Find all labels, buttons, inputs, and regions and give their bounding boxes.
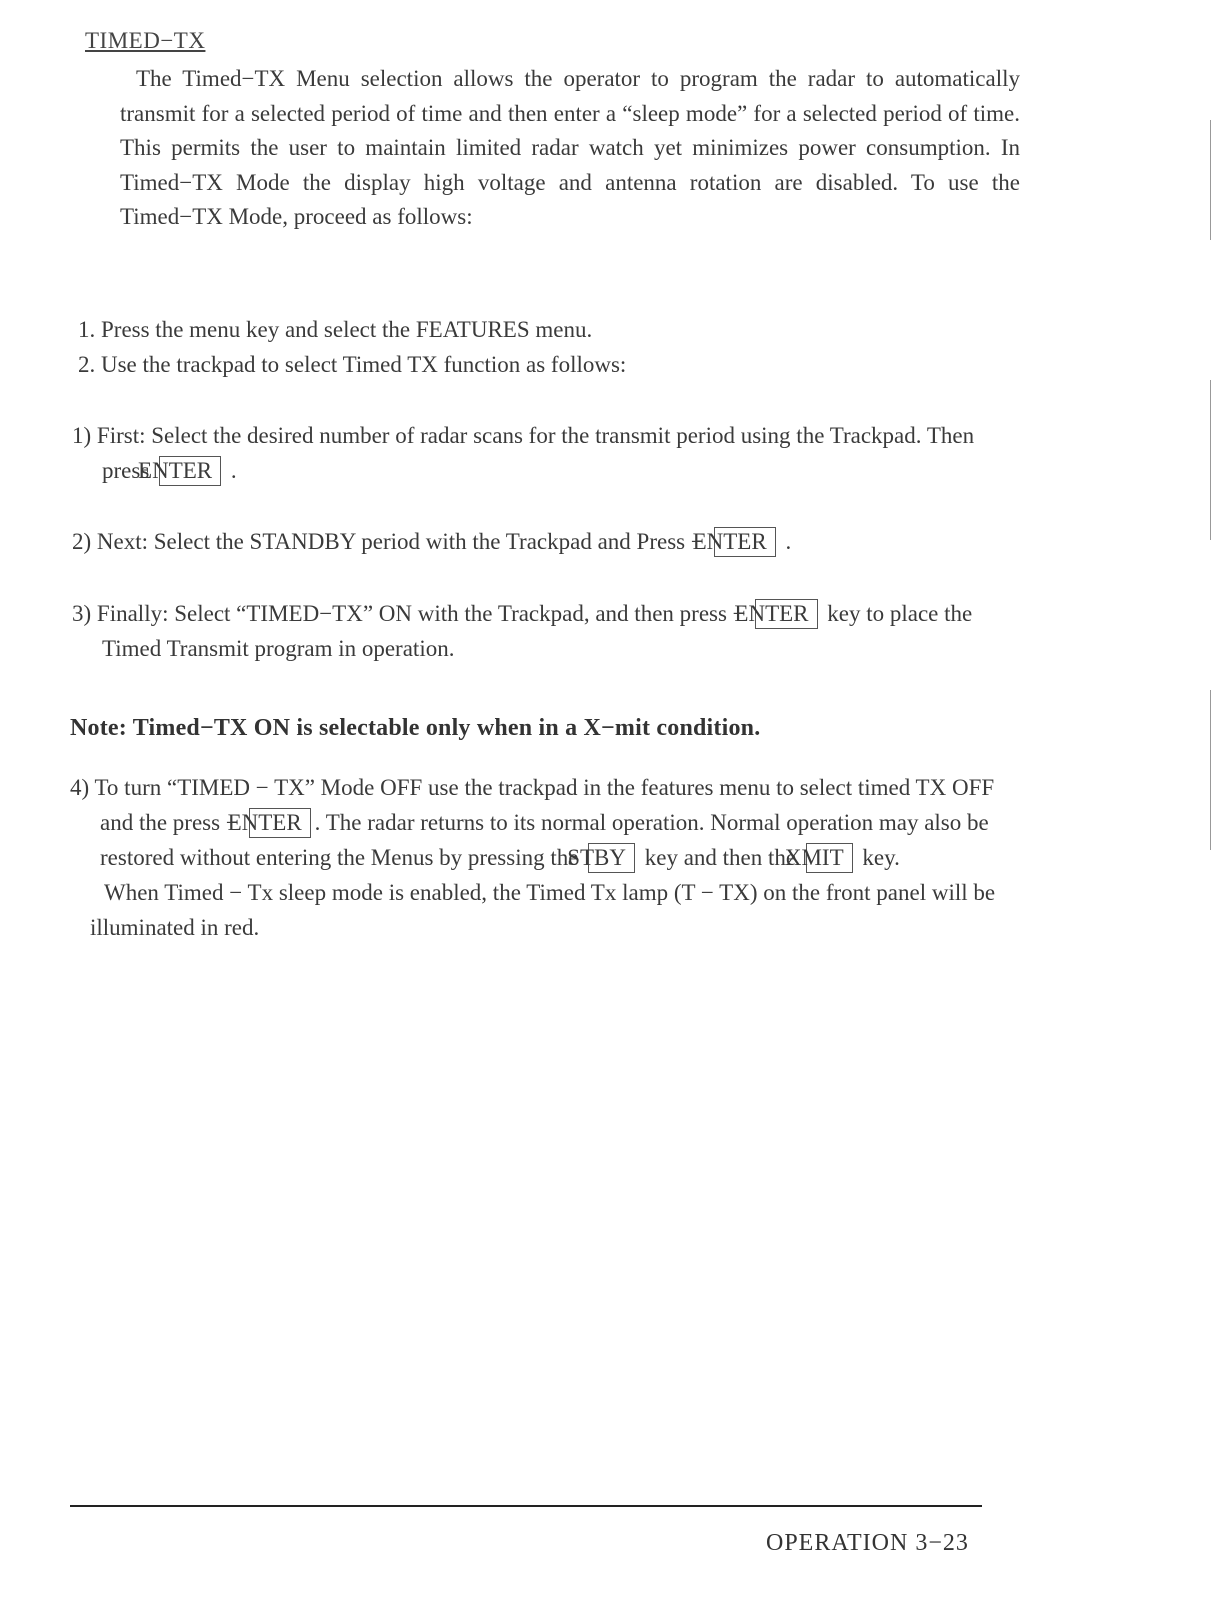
substep-3-text <box>72 596 1012 666</box>
enter-key-label: ENTER <box>159 456 221 486</box>
substep-2-end: . <box>785 529 792 554</box>
substep-1 <box>72 418 1012 488</box>
numbered-steps <box>78 312 978 382</box>
substep-3-body: 3) Finally: Select “TIMED−TX” ON with the Trackpad, and then press − <box>72 601 746 626</box>
footer-rule <box>70 1505 982 1507</box>
stby-key-label: STBY <box>588 843 635 873</box>
substep-4-body-2: . The radar returns to its normal operation. Normal operation may also be restored without entering the Menus by pressing the <box>100 810 989 870</box>
step-2: 2. Use the trackpad to select Timed TX function as follows: <box>78 352 627 377</box>
page-footer: OPERATION 3−23 <box>766 1530 969 1556</box>
substep-4 <box>70 770 1010 945</box>
substep-4-body: 4) To turn “TIMED − TX” Mode OFF use the trackpad in the features menu to select timed TX OFF and the press − <box>70 775 995 835</box>
intro-paragraph <box>120 62 1020 235</box>
substep-1-text <box>72 418 1012 488</box>
enter-key-label: ENTER <box>249 808 311 838</box>
substep-1-body: 1) First: Select the desired number of radar scans for the transmit period using the Trackpad. Then press <box>72 423 975 483</box>
substep-4-text <box>70 770 1010 875</box>
substep-3-end: key to place the Timed Transmit program in operation. <box>102 601 973 661</box>
substep-4-body-3: key and then the <box>644 845 797 870</box>
substep-3 <box>72 596 1012 666</box>
substep-4-body-4: key. <box>862 845 900 870</box>
enter-key-label: ENTER <box>755 599 817 629</box>
section-heading: TIMED−TX <box>85 28 206 53</box>
step-1: 1. Press the menu key and select the FEATURES menu. <box>78 317 593 342</box>
enter-key-label: ENTER <box>714 527 776 557</box>
substep-1-end: . <box>230 458 237 483</box>
scan-mark <box>1210 380 1211 540</box>
scan-mark <box>1210 690 1211 850</box>
xmit-key-label: XMIT <box>806 843 853 873</box>
scan-mark <box>1210 120 1211 240</box>
intro-text: The Timed−TX Menu selection allows the operator to program the radar to automatically transmit for a selected period of time and then enter a “sleep mode” for a selected period of time. This permits the user to maintain limited radar watch yet minimizes power consumption. In Timed−TX Mode the display high voltage and antenna rotation are disabled. To use the Timed−TX Mode, proceed as follows: <box>120 66 1020 229</box>
substep-2-text <box>72 524 1012 559</box>
substep-2 <box>72 524 1012 559</box>
substep-4-extra: When Timed − Tx sleep mode is enabled, the Timed Tx lamp (T − TX) on the front panel will be illuminated in red. <box>90 880 996 940</box>
note-text: Note: Timed−TX ON is selectable only when in a X−mit condition. <box>70 715 761 741</box>
substep-2-body: 2) Next: Select the STANDBY period with the Trackpad and Press − <box>72 529 704 554</box>
